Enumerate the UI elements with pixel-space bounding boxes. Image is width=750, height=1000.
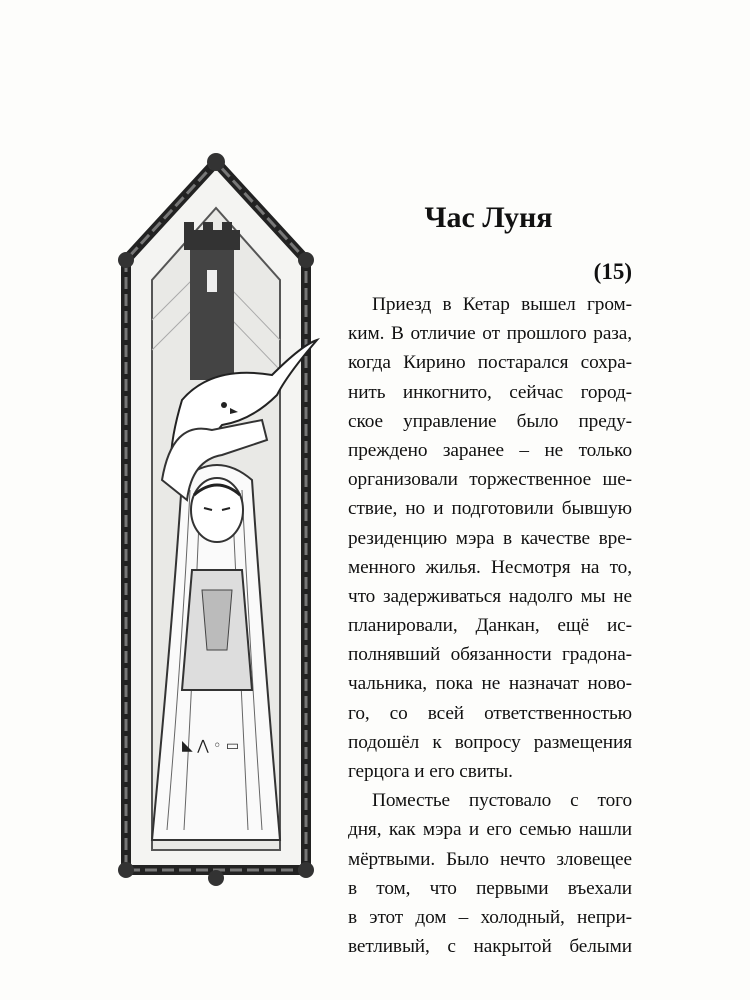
chapter-number: (15)	[593, 259, 632, 284]
illustration-panel	[112, 150, 320, 890]
text-line: чальника, пока не назначат ново-	[348, 673, 632, 695]
text-line: ствие, но и подготовили бывшую	[348, 498, 632, 520]
text-line: Приезд в Кетар вышел гром-	[372, 294, 632, 315]
text-line: что задерживаться надолго мы не	[348, 585, 632, 607]
text-line: дня, как мэра и его семью нашли	[348, 819, 632, 841]
body-text	[348, 290, 632, 961]
text-line: планировали, Данкан, ещё ис-	[348, 615, 632, 637]
text-line: герцога и его свиты.	[348, 761, 513, 782]
text-line: преждено заранее – не только	[348, 439, 632, 461]
text-line: подошёл к вопросу размещения	[348, 731, 632, 753]
text-line: когда Кирино постарался сохра-	[348, 352, 632, 374]
text-line: менного жилья. Несмотря на то,	[348, 556, 632, 578]
svg-text:◣ ⋀ ◦ ▭: ◣ ⋀ ◦ ▭	[182, 738, 240, 754]
chapter-title: Час Луня	[424, 201, 553, 234]
text-line: в этот дом – холодный, непри-	[348, 906, 632, 928]
text-line: в том, что первыми въехали	[348, 877, 632, 899]
paragraph	[348, 290, 632, 786]
text-line: го, со всей ответственностью	[348, 702, 632, 724]
knight-with-bird-icon	[112, 150, 320, 890]
text-line: организовали торжественное ше-	[348, 469, 632, 491]
text-line: ким. В отличие от прошлого раза,	[348, 323, 632, 345]
text-line: ветливый, с накрытой белыми	[348, 936, 632, 958]
text-line: нить инкогнито, сейчас город-	[348, 381, 632, 403]
text-line: ское управление было преду-	[348, 410, 632, 432]
text-line: мёртвыми. Было нечто зловещее	[348, 848, 632, 870]
text-line: полнявший обязанности градона-	[348, 644, 632, 666]
text-line: Поместье пустовало с того	[372, 790, 632, 812]
text-line: резиденцию мэра в качестве вре-	[348, 527, 632, 549]
paragraph	[348, 786, 632, 961]
